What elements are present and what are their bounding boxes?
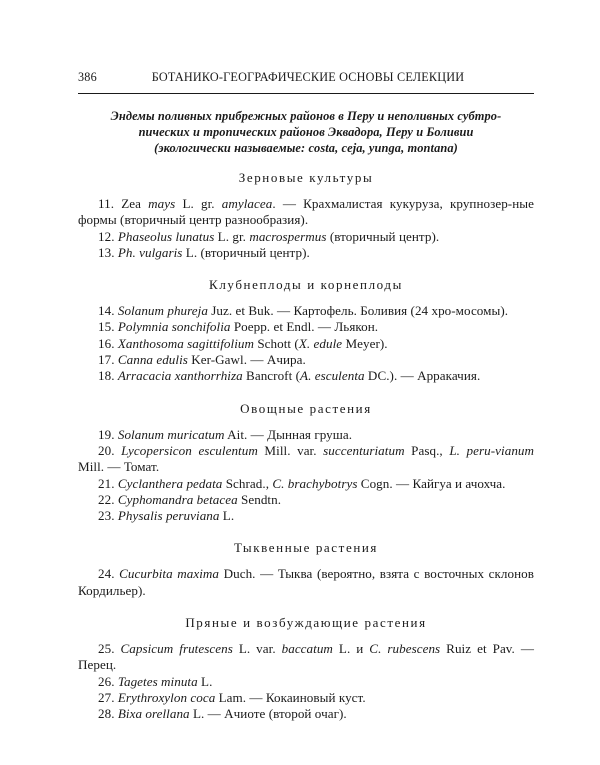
taxon-name: X. edule (298, 335, 343, 351)
item-number: 21. (98, 475, 118, 491)
item-number: 20. (98, 442, 122, 458)
taxon-name: Canna edulis (117, 352, 188, 368)
taxon-name: Cyclanthera pedata (117, 475, 223, 491)
item-text: L. (вторичный центр). (182, 244, 310, 260)
taxon-name: Cucurbita maxima (119, 566, 220, 582)
item-number: 28. (98, 706, 118, 722)
list-item (78, 706, 534, 722)
intro-line: (экологически называемые: costa, ceja, yunga, montana) (154, 141, 458, 155)
item-number: 27. (98, 689, 118, 705)
taxon-name: Bixa orellana (117, 706, 190, 722)
item-text: Pasq., (404, 442, 450, 458)
taxon-name: Erythroxylon coca (117, 689, 216, 705)
taxon-name: macrospermus (249, 228, 327, 244)
item-number: 16. (98, 335, 118, 351)
item-text: Ait. — Дынная груша. (224, 426, 353, 442)
item-text: Mill. var. (257, 442, 324, 458)
list-item (78, 427, 534, 443)
item-text: L. var. (232, 641, 282, 657)
running-title: БОТАНИКО-ГЕОГРАФИЧЕСКИЕ ОСНОВЫ СЕЛЕКЦИИ (151, 70, 465, 84)
list-item (78, 508, 534, 524)
section-title: Пряные и возбуждающие растения (185, 615, 427, 631)
item-number: 19. (98, 426, 118, 442)
item-text: (вторичный центр). (326, 228, 440, 244)
item-text: Bancroft ( (242, 368, 301, 384)
list-item (78, 690, 534, 706)
taxon-name: Xanthosoma sagittifolium (117, 335, 254, 351)
section (78, 401, 534, 525)
list-item (78, 476, 534, 492)
taxon-name: Solanum phureja (117, 303, 208, 319)
list-item (78, 443, 534, 476)
item-text: L. gr. (175, 196, 222, 211)
section-title: Овощные растения (240, 400, 372, 416)
taxon-name: L. peru-vianum (449, 442, 535, 458)
item-number: 25. (98, 641, 121, 657)
item-number: 22. (98, 491, 118, 507)
item-text: Juz. et Buk. — Картофель. Боливия (24 хро-мосомы). (207, 303, 509, 319)
list-item (78, 641, 534, 674)
page (78, 70, 534, 723)
section (78, 277, 534, 384)
item-text: L. (197, 673, 213, 689)
taxon-name: Polymnia sonchifolia (117, 319, 231, 335)
item-text: Poepp. et Endl. — Льякон. (230, 319, 379, 335)
item-text: Mill. — Томат. (78, 459, 160, 475)
item-text: Ruiz et Pav. — Перец. (78, 641, 534, 673)
list-item (78, 566, 534, 599)
item-text: Cogn. — Кайгуа и ачохча. (357, 475, 506, 491)
list-item (78, 245, 534, 261)
item-text: Meyer). (342, 335, 388, 351)
list-item (78, 303, 534, 319)
page-number: 386 (78, 70, 97, 84)
header-rule (78, 93, 534, 94)
item-number: 23. (98, 508, 118, 524)
item-text: Schrad., (222, 475, 273, 491)
taxon-name: succenturiatum (323, 442, 405, 458)
intro-heading (78, 108, 534, 156)
item-text: Zea (121, 196, 149, 211)
taxon-name: Cyphomandra betacea (117, 491, 238, 507)
section (78, 615, 534, 722)
item-text: L. и (332, 641, 370, 657)
section-title: Клубнеплоды и корнеплоды (209, 277, 403, 293)
section (78, 170, 534, 261)
taxon-name: C. brachybotrys (272, 475, 358, 491)
item-number: 24. (98, 566, 120, 582)
item-text: L. (219, 508, 235, 524)
item-text: DC.). — Арракачия. (364, 368, 481, 384)
section-title: Зерновые культуры (238, 170, 374, 185)
taxon-name: A. esculenta (300, 368, 365, 384)
item-text: Ker-Gawl. — Ачира. (187, 352, 306, 368)
taxon-name: Capsicum frutescens (120, 641, 233, 657)
list-item (78, 319, 534, 335)
list-item (78, 368, 534, 384)
intro-line: Эндемы поливных прибрежных районов в Перу и неполивных субтро- (110, 109, 502, 123)
item-number: 11. (98, 196, 122, 211)
item-number: 12. (98, 228, 118, 244)
list-item (78, 352, 534, 368)
taxon-name: Physalis peruviana (117, 508, 220, 524)
taxon-name: amylacea (221, 196, 273, 211)
page-header (78, 70, 534, 85)
item-number: 18. (98, 368, 118, 384)
taxon-name: Solanum muricatum (117, 426, 225, 442)
taxon-name: Ph. vulgaris (117, 244, 183, 260)
item-number: 17. (98, 352, 118, 368)
item-text: Schott ( (254, 335, 299, 351)
taxon-name: baccatum (281, 641, 333, 657)
item-number: 26. (98, 673, 118, 689)
taxon-name: C. rubescens (369, 641, 441, 657)
taxon-name: Lycopersicon esculentum (121, 442, 258, 458)
sections (78, 170, 534, 723)
list-item (78, 229, 534, 245)
item-text: Sendtn. (237, 491, 282, 507)
item-text: . — Крахмалистая кукуруза, крупнозер-ные формы (вторичный центр разнообразия). (78, 196, 534, 228)
taxon-name: Tagetes minuta (117, 673, 198, 689)
taxon-name: Arracacia xanthorrhiza (117, 368, 243, 384)
list-item (78, 196, 534, 229)
list-item (78, 492, 534, 508)
item-number: 15. (98, 319, 118, 335)
taxon-name: Phaseolus lunatus (117, 228, 215, 244)
section-title: Тыквенные растения (233, 540, 379, 556)
taxon-name: mays (148, 196, 176, 211)
item-text: Duch. — Тыква (вероятно, взята с восточных склонов Кордильер). (78, 566, 534, 598)
item-text: L. gr. (214, 228, 250, 244)
item-text: Lam. — Кокаиновый куст. (215, 689, 366, 705)
list-item (78, 674, 534, 690)
item-number: 14. (98, 303, 118, 319)
list-item (78, 336, 534, 352)
section (78, 540, 534, 599)
item-text: L. — Ачиоте (второй очаг). (189, 706, 347, 722)
intro-line: пических и тропических районов Эквадора, Перу и Боливии (138, 125, 474, 139)
item-number: 13. (98, 244, 118, 260)
